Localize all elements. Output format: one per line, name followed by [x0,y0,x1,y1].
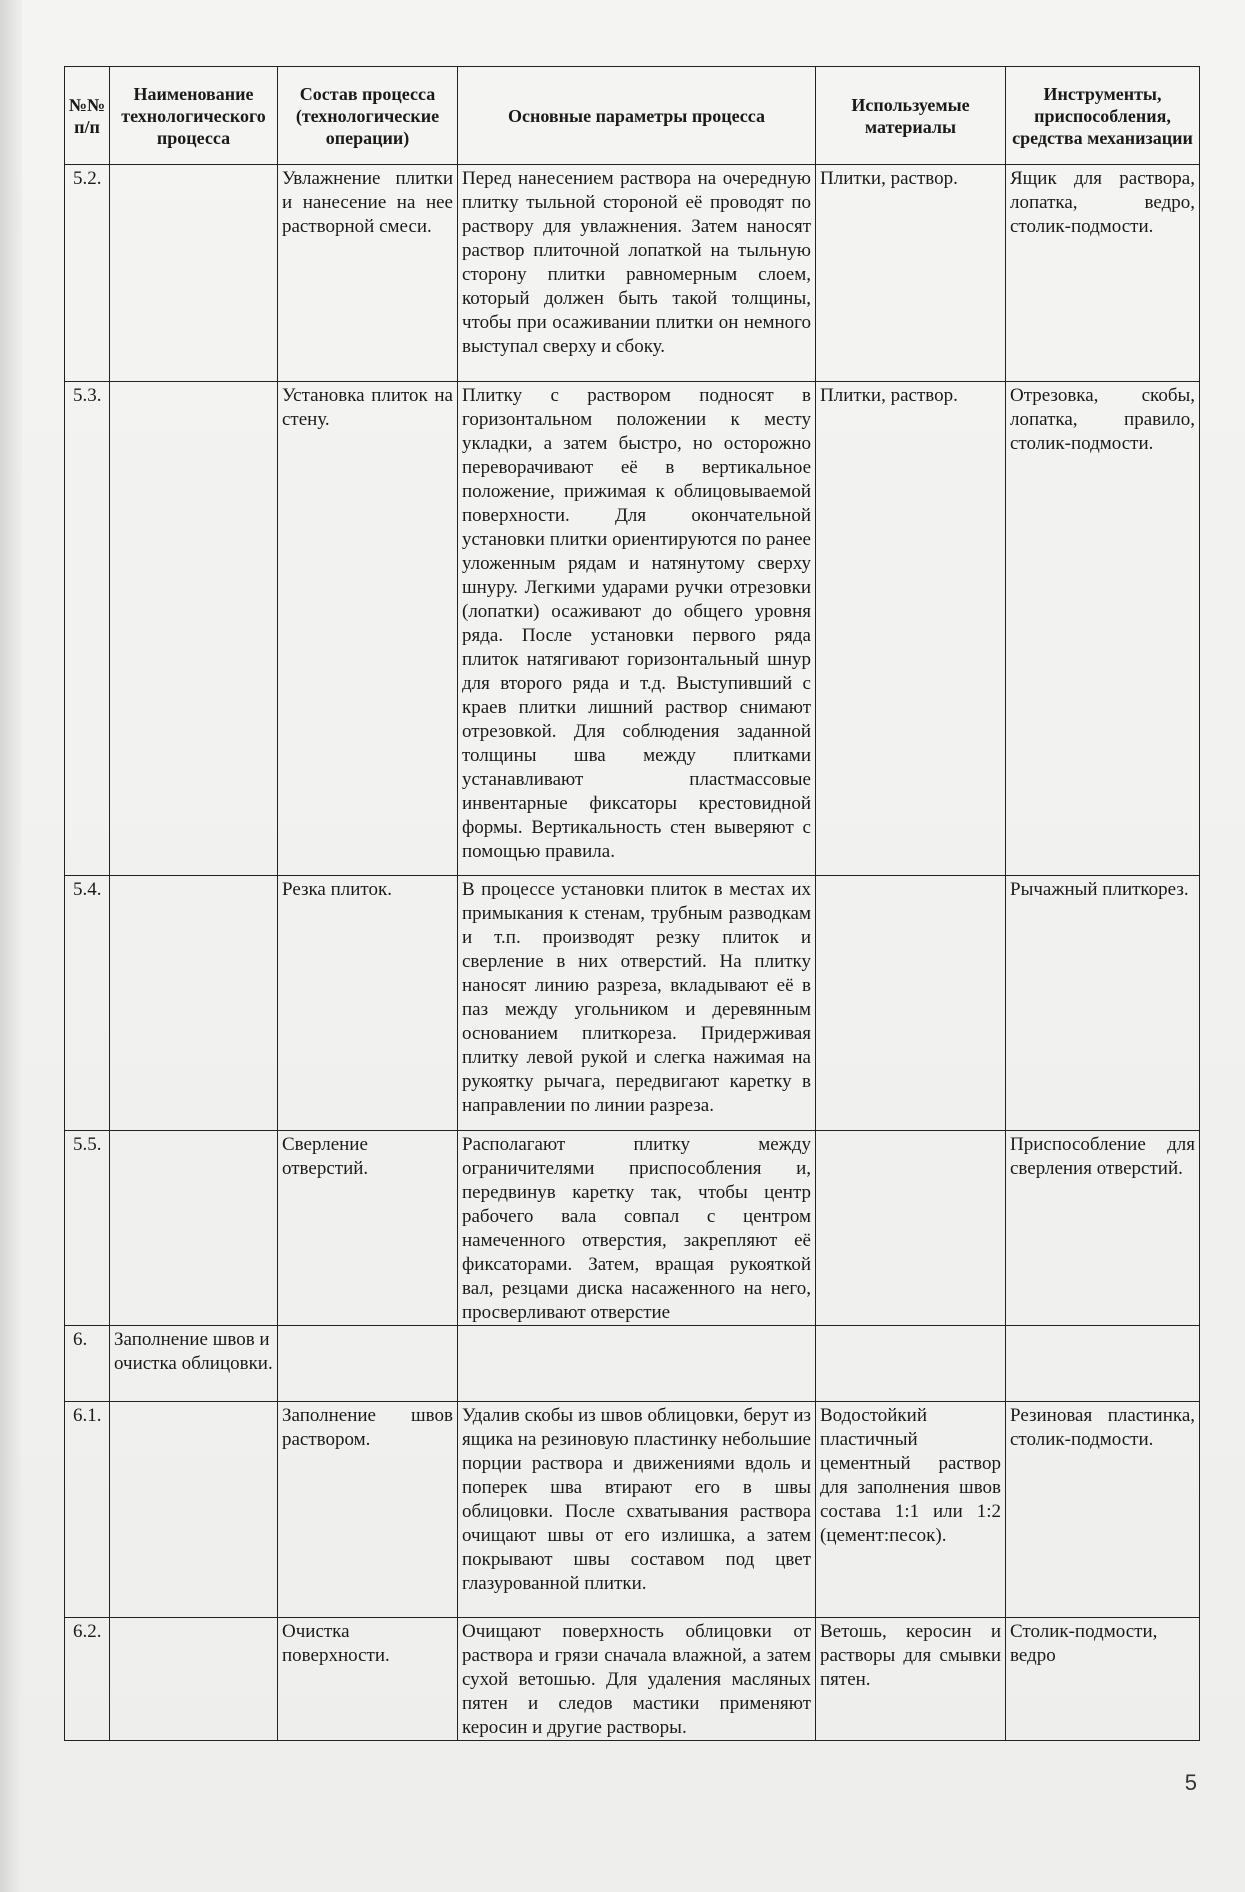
row-number: 5.3. [65,382,110,876]
row-tools: Рычажный плиткорез. [1006,876,1200,1131]
row-operation: Заполнение швов раствором. [278,1402,458,1618]
row-operation: Увлажнение плитки и нанесение на нее растворной смеси. [278,165,458,382]
row-number: 6.1. [65,1402,110,1618]
table-row [65,876,1200,1131]
row-process-name [110,1402,278,1618]
row-number: 5.2. [65,165,110,382]
table-row [65,1618,1200,1741]
row-parameters: Очищают поверхность облицовки от раствора и грязи сначала влажной, а затем сухой ветошью. Для удаления масляных пятен и следов мастики применяют керосин и другие растворы. [458,1618,816,1741]
table-row [65,165,1200,382]
row-tools: Резиновая пластинка, столик-подмости. [1006,1402,1200,1618]
row-materials: Плитки, раствор. [816,165,1006,382]
row-process-name [110,1618,278,1741]
row-materials [816,1131,1006,1326]
row-materials: Плитки, раствор. [816,382,1006,876]
row-materials [816,1326,1006,1402]
header-tools: Инструменты, приспособления, средства механизации [1006,67,1200,165]
row-materials: Водостойкий пластичный цементный раствор для заполнения швов состава 1:1 или 1:2 (цемент:песок). [816,1402,1006,1618]
row-parameters: В процессе установки плиток в местах их примыкания к стенам, трубным разводкам и т.п. производят резку плиток и сверление в них отверстий. На плитку наносят линию разреза, вкладывают её в паз между угольником и деревянным основанием плиткореза. Придерживая плитку левой рукой и слегка нажимая на рукоятку рычага, передвигают каретку в направлении по линии разреза. [458,876,816,1131]
table-row [65,1402,1200,1618]
table-row [65,1131,1200,1326]
page-number: 5 [1184,1770,1197,1795]
row-tools: Ящик для раствора, лопатка, ведро, столик-подмости. [1006,165,1200,382]
header-operations: Состав процесса (технологические операции) [278,67,458,165]
row-materials [816,876,1006,1131]
row-tools: Приспособление для сверления отверстий. [1006,1131,1200,1326]
row-process-name: Заполнение швов и очистка облицовки. [110,1326,278,1402]
row-process-name [110,165,278,382]
row-number: 6. [65,1326,110,1402]
row-parameters: Удалив скобы из швов облицовки, берут из ящика на резиновую пластинку небольшие порции раствора и движениями вдоль и поперек шва втирают его в швы облицовки. После схватывания раствора очищают швы от его излишка, а затем покрывают швы составом под цвет глазурованной плитки. [458,1402,816,1618]
row-number: 5.5. [65,1131,110,1326]
row-tools: Столик-подмости, ведро [1006,1618,1200,1741]
row-number: 6.2. [65,1618,110,1741]
row-materials: Ветошь, керосин и растворы для смывки пятен. [816,1618,1006,1741]
row-operation: Очистка поверхности. [278,1618,458,1741]
row-parameters [458,1326,816,1402]
table-row [65,382,1200,876]
row-process-name [110,382,278,876]
row-number: 5.4. [65,876,110,1131]
row-process-name [110,876,278,1131]
row-tools [1006,1326,1200,1402]
row-operation: Установка плиток на стену. [278,382,458,876]
header-process-name: Наименование технологического процесса [110,67,278,165]
header-parameters: Основные параметры процесса [458,67,816,165]
row-parameters: Плитку с раствором подносят в горизонтальном положении к месту укладки, а затем быстро, но осторожно переворачивают её в вертикальное положение, прижимая к облицовываемой поверхности. Для окончательной установки плитки ориентируются по ранее уложенным рядам и натянутому сверху шнуру. Легкими ударами ручки отрезовки (лопатки) осаживают до общего уровня ряда. После установки первого ряда плиток натягивают горизонтальный шнур для второго ряда и т.д. Выступивший с краев плитки лишний раствор снимают отрезовкой. Для соблюдения заданной толщины шва между плитками устанавливают пластмассовые инвентарные фиксаторы крестовидной формы. Вертикальность стен выверяют с помощью правила. [458,382,816,876]
table-header-row [65,67,1200,165]
page-edge-shadow [0,0,22,1892]
row-operation: Резка плиток. [278,876,458,1131]
row-process-name [110,1131,278,1326]
row-parameters: Располагают плитку между ограничителями приспособления и, передвинув каретку так, чтобы центр рабочего вала совпал с центром намеченного отверстия, закрепляют её фиксаторами. Затем, вращая рукояткой вал, резцами диска насаженного на него, просверливают отверстие [458,1131,816,1326]
header-number: №№ п/п [65,67,110,165]
process-table [64,66,1200,1741]
header-materials: Используемые материалы [816,67,1006,165]
row-operation [278,1326,458,1402]
table-row [65,1326,1200,1402]
row-tools: Отрезовка, скобы, лопатка, правило, столик-подмости. [1006,382,1200,876]
row-operation: Сверление отверстий. [278,1131,458,1326]
row-parameters: Перед нанесением раствора на очередную плитку тыльной стороной её проводят по раствору для увлажнения. Затем наносят раствор плиточной лопаткой на тыльную сторону плитки равномерным слоем, который должен быть такой толщины, чтобы при осаживании плитки он немного выступал сверху и сбоку. [458,165,816,382]
